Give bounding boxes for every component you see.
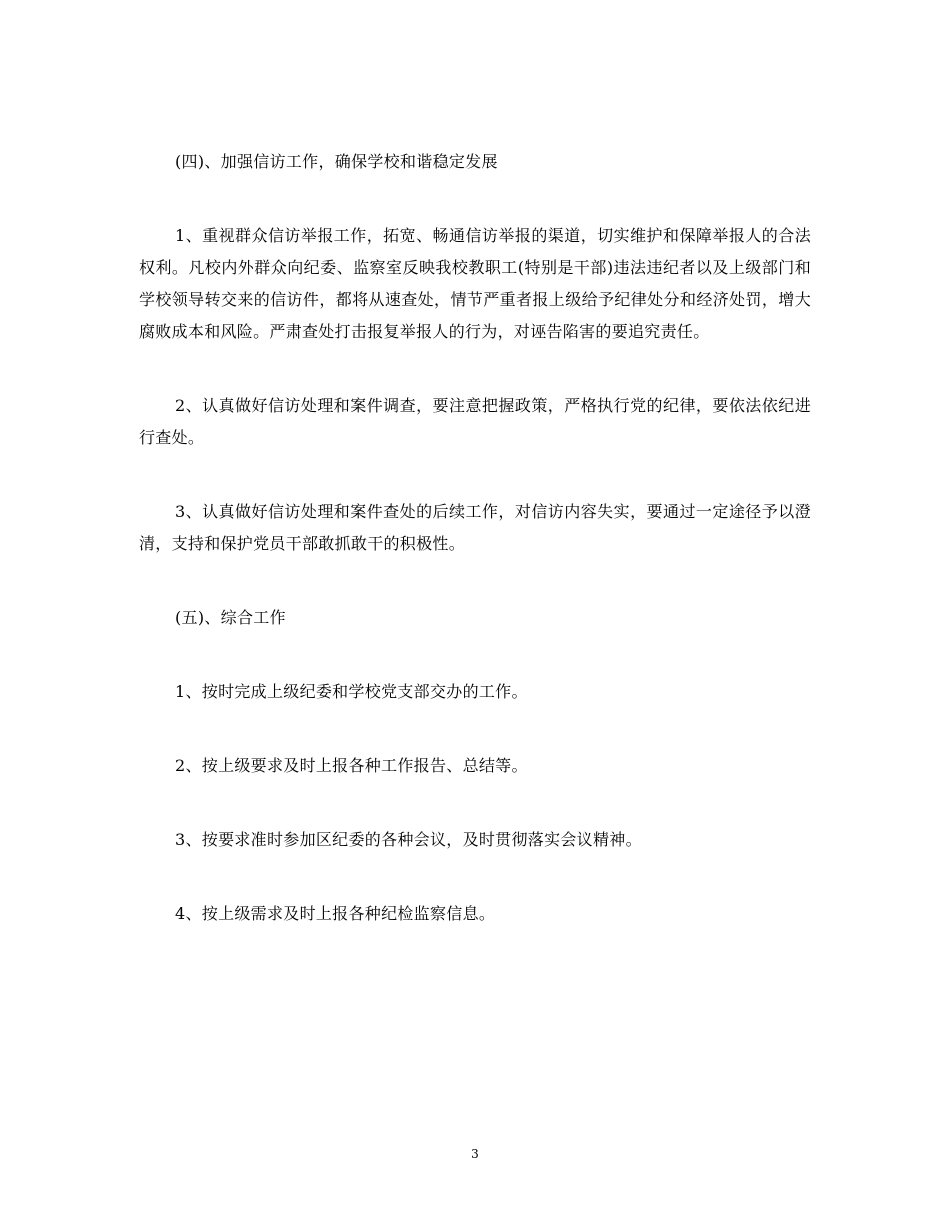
section-five-item-3: 3、按要求准时参加区纪委的各种会议，及时贯彻落实会议精神。 [175, 830, 642, 849]
paragraph-gap [139, 856, 811, 898]
section-four-heading: (四)、加强信访工作，确保学校和谐稳定发展 [175, 152, 498, 171]
paragraph-gap [139, 708, 811, 750]
paragraph-gap [139, 348, 811, 390]
section-five-item-2: 2、按上级要求及时上报各种工作报告、总结等。 [175, 756, 528, 775]
page-number: 3 [471, 1147, 479, 1161]
section-five-item-4: 4、按上级需求及时上报各种纪检监察信息。 [175, 904, 496, 923]
paragraph-gap [139, 454, 811, 496]
section-four-item-3: 3、认真做好信访处理和案件查处的后续工作，对信访内容失实，要通过一定途径予以澄清，支持和保护党员干部敢抓敢干的积极性。 [139, 502, 811, 553]
section-five-heading: (五)、综合工作 [175, 608, 286, 627]
section-four-item-2: 2、认真做好信访处理和案件调查，要注意把握政策，严格执行党的纪律，要依法依纪进行查处。 [139, 396, 811, 447]
section-five-item-1: 1、按时完成上级纪委和学校党支部交办的工作。 [175, 682, 528, 701]
paragraph-gap [139, 782, 811, 824]
paragraph-gap [139, 560, 811, 602]
paragraph-gap [139, 178, 811, 220]
paragraph-gap [139, 634, 811, 676]
section-four-item-1: 1、重视群众信访举报工作，拓宽、畅通信访举报的渠道，切实维护和保障举报人的合法权利。凡校内外群众向纪委、监察室反映我校教职工(特别是干部)违法违纪者以及上级部门和学校领导转交来的信访件，都将从速查处，情节严重者报上级给予纪律处分和经济处罚，增大腐败成本和风险。严肃查处打击报复举报人的行为，对诬告陷害的要追究责任。 [139, 226, 811, 341]
document-body [139, 146, 811, 930]
